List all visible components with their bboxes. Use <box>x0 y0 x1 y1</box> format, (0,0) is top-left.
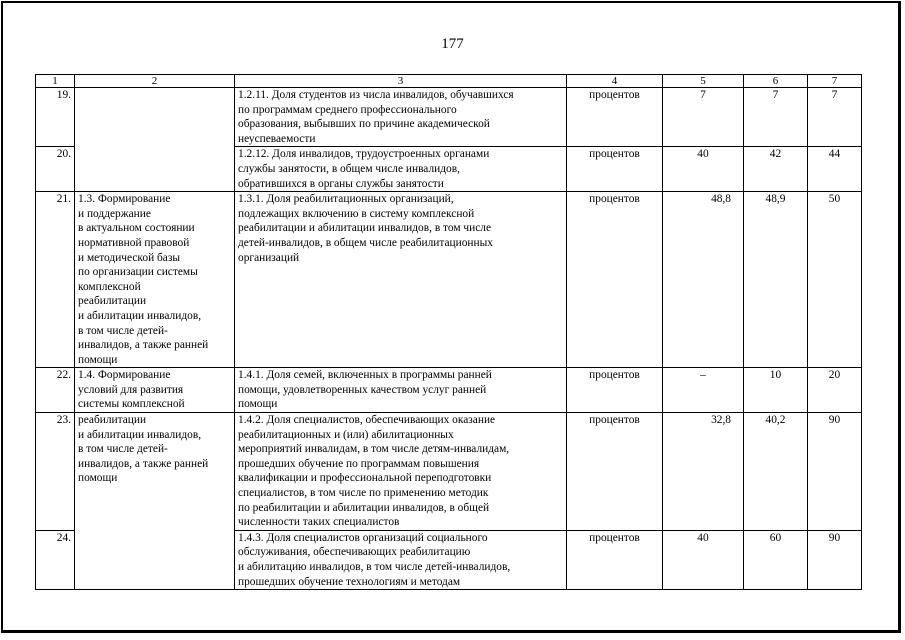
col-header-5: 5 <box>663 75 744 88</box>
indicator-line: помощи, удовлетворенных качеством услуг ранней <box>238 383 487 396</box>
indicators-table <box>35 74 862 590</box>
section-line: 1.4. Формирование <box>78 369 171 382</box>
col-header-7: 7 <box>808 75 862 88</box>
section-cell-empty <box>75 88 235 192</box>
section-line: системы комплексной <box>78 398 185 411</box>
section-line: и методической базы <box>78 251 181 264</box>
value-col5: – <box>663 368 744 413</box>
indicator-line: подлежащих включению в систему комплексной <box>238 207 475 220</box>
value-col7: 20 <box>808 368 862 413</box>
indicator-line: 1.3.1. Доля реабилитационных организаций, <box>238 193 454 206</box>
indicator-line: неуспеваемости <box>238 132 316 145</box>
section-line: в том числе детей- <box>78 443 168 456</box>
col-header-1: 1 <box>36 75 75 88</box>
row-number: 22. <box>36 368 75 413</box>
indicator-line: 1.2.12. Доля инвалидов, трудоустроенных органами <box>238 148 490 161</box>
indicator-text <box>235 147 567 192</box>
section-line: 1.3. Формирование <box>78 193 171 206</box>
indicator-line: 1.4.2. Доля специалистов, обеспечивающих оказание <box>238 414 496 427</box>
section-line: помощи <box>78 353 118 366</box>
section-line: комплексной <box>78 280 141 293</box>
indicator-text <box>235 192 567 368</box>
value-col5: 32,8 <box>663 413 744 531</box>
indicator-text <box>235 413 567 531</box>
section-line: и абилитации инвалидов, <box>78 309 202 322</box>
row-number: 20. <box>36 147 75 192</box>
indicator-line: по программам среднего профессионального <box>238 103 457 116</box>
table-row <box>36 413 862 531</box>
indicator-line: по реабилитации и абилитации инвалидов, в общей <box>238 501 490 514</box>
section-line: инвалидов, а также ранней <box>78 457 209 470</box>
row-number: 23. <box>36 413 75 531</box>
row-number: 24. <box>36 530 75 589</box>
value-col7: 7 <box>808 88 862 147</box>
table-row <box>36 368 862 413</box>
indicator-line: и абилитацию инвалидов, в том числе детей-инвалидов, <box>238 561 511 573</box>
section-line: и абилитации инвалидов, <box>78 428 202 441</box>
section-1-3-cell <box>75 192 235 368</box>
indicator-line: обратившихся в органы службы занятости <box>238 177 444 190</box>
unit-cell: процентов <box>567 530 663 589</box>
value-col5: 7 <box>663 88 744 147</box>
section-line: и поддержание <box>78 207 151 220</box>
indicator-line: организаций <box>238 251 300 264</box>
indicator-line: мероприятий инвалидам, в том числе детям-инвалидам, <box>238 443 510 456</box>
unit-cell: процентов <box>567 368 663 413</box>
section-line: в том числе детей- <box>78 324 168 337</box>
indicator-line: 1.4.3. Доля специалистов организаций социального <box>238 531 488 544</box>
page-number: 177 <box>441 36 464 52</box>
value-col7: 90 <box>808 413 862 531</box>
section-line: нормативной правовой <box>78 236 190 249</box>
value-col7: 44 <box>808 147 862 192</box>
value-col5: 40 <box>663 147 744 192</box>
value-col6: 10 <box>744 368 808 413</box>
col-header-4: 4 <box>567 75 663 88</box>
section-line: инвалидов, а также ранней <box>78 339 209 352</box>
indicator-line: образования, выбывших по причине академической <box>238 118 490 131</box>
indicator-line: прошедших обучение по программам повышения <box>238 457 480 470</box>
indicator-line: специалистов, в том числе по применению методик <box>238 487 489 500</box>
value-col7: 50 <box>808 192 862 368</box>
unit-cell: процентов <box>567 413 663 531</box>
value-col6: 7 <box>744 88 808 147</box>
section-line: в актуальном состоянии <box>78 222 195 235</box>
section-line: по организации системы <box>78 266 198 279</box>
indicator-line: численности таких специалистов <box>238 516 400 529</box>
value-col7: 90 <box>808 530 862 589</box>
indicator-text <box>235 530 567 589</box>
value-col6: 48,9 <box>744 192 808 368</box>
indicator-text <box>235 88 567 147</box>
value-col6: 60 <box>744 530 808 589</box>
indicator-line: 1.4.1. Доля семей, включенных в программы ранней <box>238 369 492 382</box>
section-line: условий для развития <box>78 383 184 396</box>
unit-cell: процентов <box>567 147 663 192</box>
section-line: реабилитации <box>78 414 147 427</box>
value-col6: 40,2 <box>744 413 808 531</box>
value-col5: 40 <box>663 530 744 589</box>
value-col5: 48,8 <box>663 192 744 368</box>
section-1-4-cell-top <box>75 368 235 413</box>
col-header-3: 3 <box>235 75 567 88</box>
col-header-6: 6 <box>744 75 808 88</box>
header-row <box>36 75 862 88</box>
table-row <box>36 88 862 147</box>
indicator-line: квалификации и профессиональной переподготовки <box>238 472 492 485</box>
indicator-line: реабилитационных и (или) абилитационных <box>238 428 454 441</box>
row-number: 19. <box>36 88 75 147</box>
col-header-2: 2 <box>75 75 235 88</box>
unit-cell: процентов <box>567 88 663 147</box>
row-number: 21. <box>36 192 75 368</box>
unit-cell: процентов <box>567 192 663 368</box>
section-line: реабилитации <box>78 295 147 308</box>
indicator-line: детей-инвалидов, в общем числе реабилитационных <box>238 236 493 249</box>
indicator-line: службы занятости, в общем числе инвалидов, <box>238 162 460 175</box>
section-1-4-cell-bottom <box>75 413 235 590</box>
section-line: помощи <box>78 472 118 485</box>
indicator-line: помощи <box>238 398 278 411</box>
table-row <box>36 192 862 368</box>
indicator-line: обслуживания, обеспечивающих реабилитацию <box>238 546 471 559</box>
indicator-text <box>235 368 567 413</box>
indicator-line: прошедших обучение технологиям и методам <box>238 575 461 588</box>
indicator-line: реабилитации и абилитации инвалидов, в том числе <box>238 222 492 235</box>
value-col6: 42 <box>744 147 808 192</box>
indicator-line: 1.2.11. Доля студентов из числа инвалидов, обучавшихся <box>238 89 514 101</box>
